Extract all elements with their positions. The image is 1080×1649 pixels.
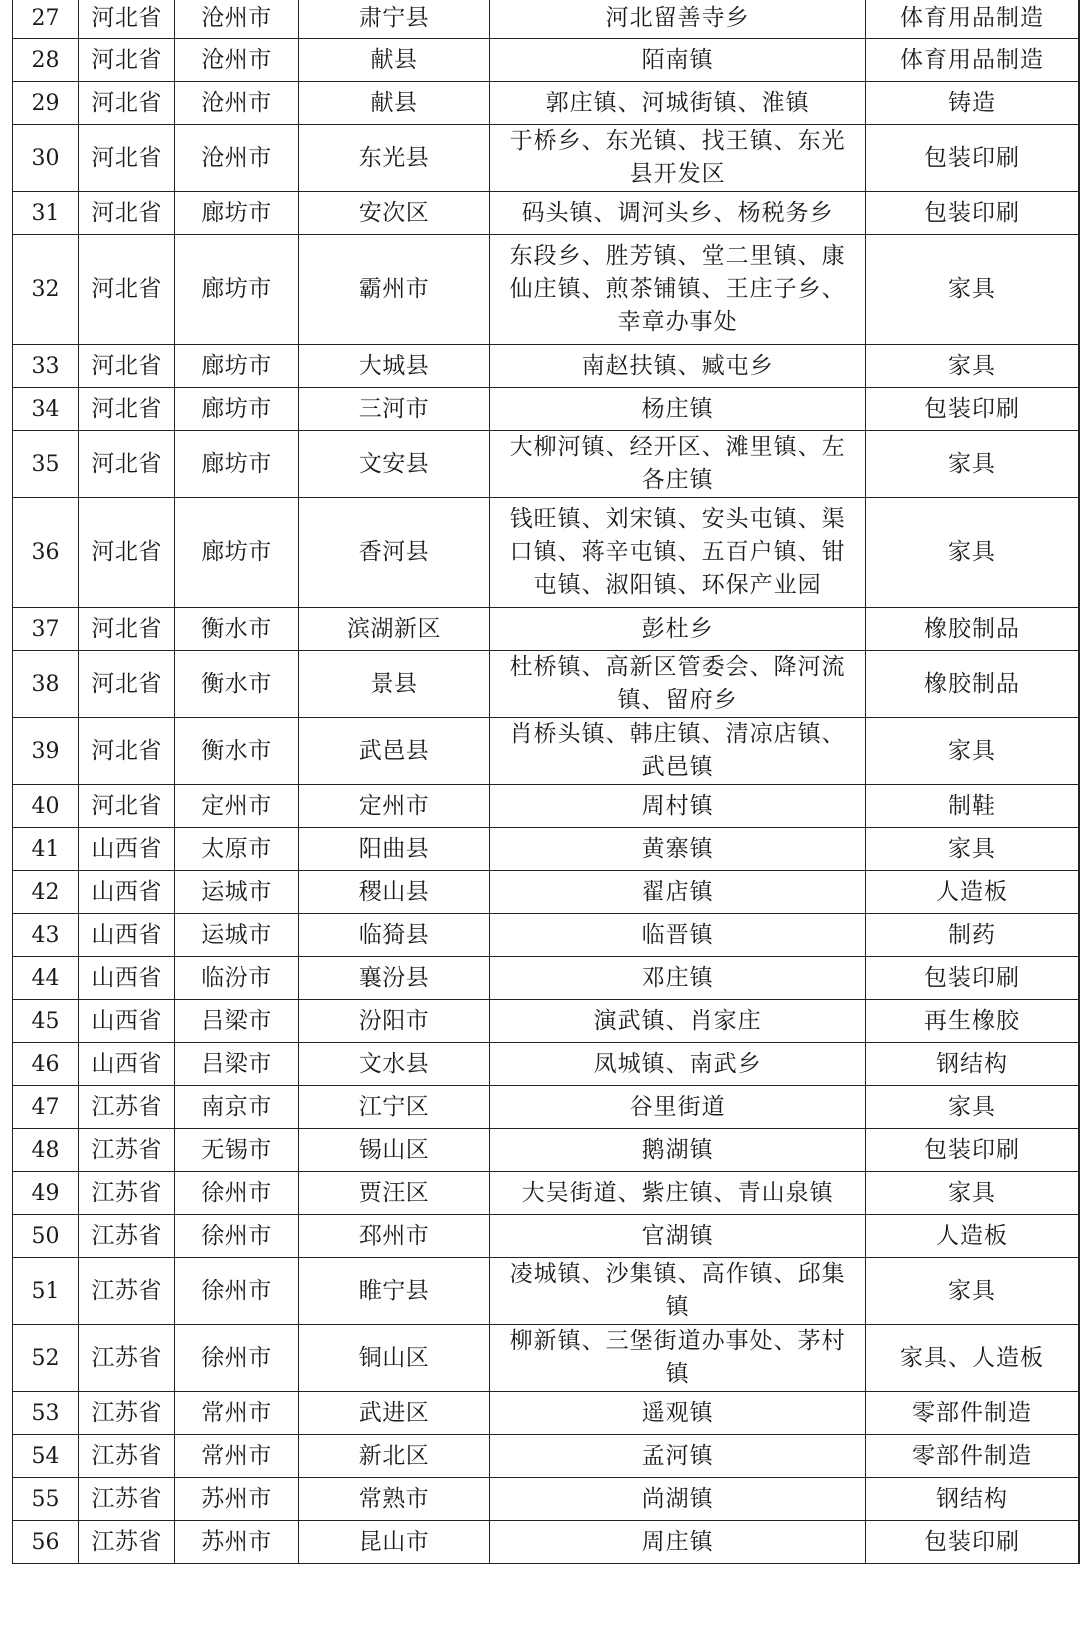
cell-towns: 凤城镇、南武乡 [490, 1043, 866, 1086]
cell-city: 徐州市 [175, 1215, 299, 1258]
cell-number: 40 [13, 785, 79, 828]
cell-industry: 家具 [865, 1172, 1079, 1215]
cell-towns: 尚湖镇 [490, 1478, 866, 1521]
table-row [13, 192, 1080, 235]
cell-city: 太原市 [175, 828, 299, 871]
cell-city: 苏州市 [175, 1478, 299, 1521]
cell-towns: 河北留善寺乡 [490, 0, 866, 39]
cell-county: 肃宁县 [298, 0, 490, 39]
cell-towns: 大柳河镇、经开区、滩里镇、左各庄镇 [490, 431, 866, 498]
cell-industry: 零部件制造 [865, 1435, 1079, 1478]
cell-province: 河北省 [78, 192, 174, 235]
cell-county: 常熟市 [298, 1478, 490, 1521]
cell-province: 河北省 [78, 345, 174, 388]
cell-county: 稷山县 [298, 871, 490, 914]
cell-city: 无锡市 [175, 1129, 299, 1172]
table-row [13, 871, 1080, 914]
cell-towns: 遥观镇 [490, 1392, 866, 1435]
cell-county: 霸州市 [298, 235, 490, 345]
cell-number: 33 [13, 345, 79, 388]
cell-number: 37 [13, 608, 79, 651]
cell-towns: 陌南镇 [490, 39, 866, 82]
table-row [13, 1043, 1080, 1086]
cell-towns: 肖桥头镇、韩庄镇、清凉店镇、武邑镇 [490, 718, 866, 785]
cell-province: 河北省 [78, 718, 174, 785]
cell-industry: 家具 [865, 718, 1079, 785]
table-row [13, 608, 1080, 651]
table-row [13, 1129, 1080, 1172]
cell-number: 52 [13, 1325, 79, 1392]
cell-province: 山西省 [78, 828, 174, 871]
table-row [13, 345, 1080, 388]
cell-industry: 再生橡胶 [865, 1000, 1079, 1043]
cell-city: 廊坊市 [175, 345, 299, 388]
cell-province: 江苏省 [78, 1172, 174, 1215]
table-row [13, 785, 1080, 828]
table-row [13, 1086, 1080, 1129]
cell-towns: 鹅湖镇 [490, 1129, 866, 1172]
table-row [13, 235, 1080, 345]
cell-towns: 演武镇、肖家庄 [490, 1000, 866, 1043]
cell-city: 廊坊市 [175, 431, 299, 498]
cell-county: 滨湖新区 [298, 608, 490, 651]
cell-county: 武进区 [298, 1392, 490, 1435]
cell-towns: 翟店镇 [490, 871, 866, 914]
table-row [13, 498, 1080, 608]
cell-industry: 人造板 [865, 1215, 1079, 1258]
table-row [13, 431, 1080, 498]
cell-towns: 彭杜乡 [490, 608, 866, 651]
cell-province: 山西省 [78, 1000, 174, 1043]
cell-industry: 体育用品制造 [865, 39, 1079, 82]
cell-number: 43 [13, 914, 79, 957]
cell-county: 大城县 [298, 345, 490, 388]
cell-towns: 柳新镇、三堡街道办事处、茅村镇 [490, 1325, 866, 1392]
cell-towns: 官湖镇 [490, 1215, 866, 1258]
cell-number: 46 [13, 1043, 79, 1086]
cell-towns: 谷里街道 [490, 1086, 866, 1129]
cell-county: 贾汪区 [298, 1172, 490, 1215]
cell-number: 45 [13, 1000, 79, 1043]
cell-industry: 体育用品制造 [865, 0, 1079, 39]
cell-industry: 家具 [865, 498, 1079, 608]
cell-province: 河北省 [78, 235, 174, 345]
cell-number: 30 [13, 125, 79, 192]
cell-number: 34 [13, 388, 79, 431]
cell-county: 安次区 [298, 192, 490, 235]
cell-towns: 邓庄镇 [490, 957, 866, 1000]
cell-towns: 郭庄镇、河城街镇、淮镇 [490, 82, 866, 125]
cell-towns: 周村镇 [490, 785, 866, 828]
cell-county: 定州市 [298, 785, 490, 828]
cell-industry: 制药 [865, 914, 1079, 957]
cell-city: 廊坊市 [175, 498, 299, 608]
cell-number: 50 [13, 1215, 79, 1258]
cell-number: 42 [13, 871, 79, 914]
cell-county: 武邑县 [298, 718, 490, 785]
cell-province: 河北省 [78, 608, 174, 651]
cell-county: 三河市 [298, 388, 490, 431]
table-row [13, 651, 1080, 718]
cell-industry: 包装印刷 [865, 1129, 1079, 1172]
table-row [13, 1478, 1080, 1521]
cell-county: 睢宁县 [298, 1258, 490, 1325]
cell-province: 江苏省 [78, 1521, 174, 1564]
cell-province: 江苏省 [78, 1392, 174, 1435]
cell-county: 献县 [298, 82, 490, 125]
enterprise-cluster-table [12, 0, 1080, 1564]
cell-county: 汾阳市 [298, 1000, 490, 1043]
table-row [13, 82, 1080, 125]
cell-city: 运城市 [175, 871, 299, 914]
cell-city: 衡水市 [175, 718, 299, 785]
cell-industry: 包装印刷 [865, 957, 1079, 1000]
cell-province: 江苏省 [78, 1435, 174, 1478]
cell-county: 新北区 [298, 1435, 490, 1478]
cell-number: 54 [13, 1435, 79, 1478]
cell-county: 香河县 [298, 498, 490, 608]
cell-number: 38 [13, 651, 79, 718]
cell-province: 江苏省 [78, 1215, 174, 1258]
table-row [13, 1000, 1080, 1043]
table-row [13, 1521, 1080, 1564]
cell-towns: 黄寨镇 [490, 828, 866, 871]
table-row [13, 1325, 1080, 1392]
cell-number: 29 [13, 82, 79, 125]
cell-number: 48 [13, 1129, 79, 1172]
table-row [13, 1258, 1080, 1325]
cell-county: 景县 [298, 651, 490, 718]
cell-city: 沧州市 [175, 82, 299, 125]
cell-county: 锡山区 [298, 1129, 490, 1172]
cell-towns: 临晋镇 [490, 914, 866, 957]
table-row [13, 39, 1080, 82]
cell-province: 山西省 [78, 914, 174, 957]
cell-industry: 包装印刷 [865, 388, 1079, 431]
cell-province: 江苏省 [78, 1129, 174, 1172]
cell-city: 吕梁市 [175, 1043, 299, 1086]
cell-towns: 杜桥镇、高新区管委会、降河流镇、留府乡 [490, 651, 866, 718]
cell-province: 江苏省 [78, 1478, 174, 1521]
cell-province: 河北省 [78, 82, 174, 125]
table-row [13, 957, 1080, 1000]
table-row [13, 0, 1080, 39]
cell-industry: 包装印刷 [865, 125, 1079, 192]
cell-city: 衡水市 [175, 651, 299, 718]
cell-county: 阳曲县 [298, 828, 490, 871]
cell-city: 徐州市 [175, 1172, 299, 1215]
cell-city: 苏州市 [175, 1521, 299, 1564]
cell-city: 运城市 [175, 914, 299, 957]
cell-city: 南京市 [175, 1086, 299, 1129]
table-row [13, 125, 1080, 192]
cell-county: 文安县 [298, 431, 490, 498]
cell-industry: 包装印刷 [865, 192, 1079, 235]
cell-province: 江苏省 [78, 1325, 174, 1392]
cell-number: 56 [13, 1521, 79, 1564]
cell-industry: 制鞋 [865, 785, 1079, 828]
cell-city: 衡水市 [175, 608, 299, 651]
table-row [13, 1172, 1080, 1215]
cell-towns: 于桥乡、东光镇、找王镇、东光县开发区 [490, 125, 866, 192]
cell-city: 常州市 [175, 1392, 299, 1435]
cell-province: 河北省 [78, 498, 174, 608]
cell-county: 东光县 [298, 125, 490, 192]
cell-county: 献县 [298, 39, 490, 82]
cell-industry: 钢结构 [865, 1478, 1079, 1521]
cell-industry: 家具 [865, 345, 1079, 388]
cell-city: 沧州市 [175, 39, 299, 82]
table-body [13, 0, 1080, 1564]
cell-city: 廊坊市 [175, 388, 299, 431]
cell-towns: 南赵扶镇、臧屯乡 [490, 345, 866, 388]
cell-industry: 零部件制造 [865, 1392, 1079, 1435]
cell-towns: 孟河镇 [490, 1435, 866, 1478]
cell-number: 32 [13, 235, 79, 345]
cell-city: 吕梁市 [175, 1000, 299, 1043]
cell-city: 定州市 [175, 785, 299, 828]
cell-number: 47 [13, 1086, 79, 1129]
cell-province: 江苏省 [78, 1086, 174, 1129]
cell-number: 35 [13, 431, 79, 498]
table-row [13, 718, 1080, 785]
cell-province: 河北省 [78, 0, 174, 39]
cell-number: 55 [13, 1478, 79, 1521]
table-row [13, 1215, 1080, 1258]
table-row [13, 828, 1080, 871]
cell-number: 51 [13, 1258, 79, 1325]
cell-towns: 大吴街道、紫庄镇、青山泉镇 [490, 1172, 866, 1215]
cell-province: 河北省 [78, 431, 174, 498]
cell-province: 山西省 [78, 871, 174, 914]
cell-number: 28 [13, 39, 79, 82]
cell-industry: 橡胶制品 [865, 608, 1079, 651]
cell-industry: 包装印刷 [865, 1521, 1079, 1564]
cell-province: 江苏省 [78, 1258, 174, 1325]
cell-county: 江宁区 [298, 1086, 490, 1129]
cell-number: 44 [13, 957, 79, 1000]
cell-industry: 家具 [865, 828, 1079, 871]
cell-county: 昆山市 [298, 1521, 490, 1564]
cell-industry: 人造板 [865, 871, 1079, 914]
cell-number: 53 [13, 1392, 79, 1435]
cell-city: 常州市 [175, 1435, 299, 1478]
cell-province: 山西省 [78, 957, 174, 1000]
cell-number: 31 [13, 192, 79, 235]
cell-industry: 钢结构 [865, 1043, 1079, 1086]
cell-industry: 家具 [865, 431, 1079, 498]
cell-city: 廊坊市 [175, 235, 299, 345]
cell-city: 徐州市 [175, 1258, 299, 1325]
cell-city: 临汾市 [175, 957, 299, 1000]
cell-county: 文水县 [298, 1043, 490, 1086]
cell-number: 49 [13, 1172, 79, 1215]
cell-towns: 码头镇、调河头乡、杨税务乡 [490, 192, 866, 235]
cell-province: 河北省 [78, 125, 174, 192]
cell-industry: 家具 [865, 1086, 1079, 1129]
cell-number: 27 [13, 0, 79, 39]
cell-county: 铜山区 [298, 1325, 490, 1392]
table-row [13, 914, 1080, 957]
table-row [13, 1392, 1080, 1435]
cell-city: 沧州市 [175, 125, 299, 192]
cell-number: 36 [13, 498, 79, 608]
cell-city: 沧州市 [175, 0, 299, 39]
cell-county: 邳州市 [298, 1215, 490, 1258]
cell-city: 廊坊市 [175, 192, 299, 235]
cell-province: 河北省 [78, 651, 174, 718]
cell-industry: 家具、人造板 [865, 1325, 1079, 1392]
cell-number: 41 [13, 828, 79, 871]
cell-industry: 橡胶制品 [865, 651, 1079, 718]
cell-towns: 杨庄镇 [490, 388, 866, 431]
cell-province: 山西省 [78, 1043, 174, 1086]
cell-city: 徐州市 [175, 1325, 299, 1392]
cell-industry: 铸造 [865, 82, 1079, 125]
cell-province: 河北省 [78, 388, 174, 431]
table-row [13, 1435, 1080, 1478]
cell-county: 临猗县 [298, 914, 490, 957]
cell-towns: 凌城镇、沙集镇、高作镇、邱集镇 [490, 1258, 866, 1325]
cell-province: 河北省 [78, 39, 174, 82]
cell-towns: 钱旺镇、刘宋镇、安头屯镇、渠口镇、蒋辛屯镇、五百户镇、钳屯镇、淑阳镇、环保产业园 [490, 498, 866, 608]
cell-towns: 周庄镇 [490, 1521, 866, 1564]
cell-number: 39 [13, 718, 79, 785]
cell-industry: 家具 [865, 235, 1079, 345]
table-row [13, 388, 1080, 431]
cell-towns: 东段乡、胜芳镇、堂二里镇、康仙庄镇、煎茶铺镇、王庄子乡、幸章办事处 [490, 235, 866, 345]
cell-county: 襄汾县 [298, 957, 490, 1000]
cell-industry: 家具 [865, 1258, 1079, 1325]
cell-province: 河北省 [78, 785, 174, 828]
